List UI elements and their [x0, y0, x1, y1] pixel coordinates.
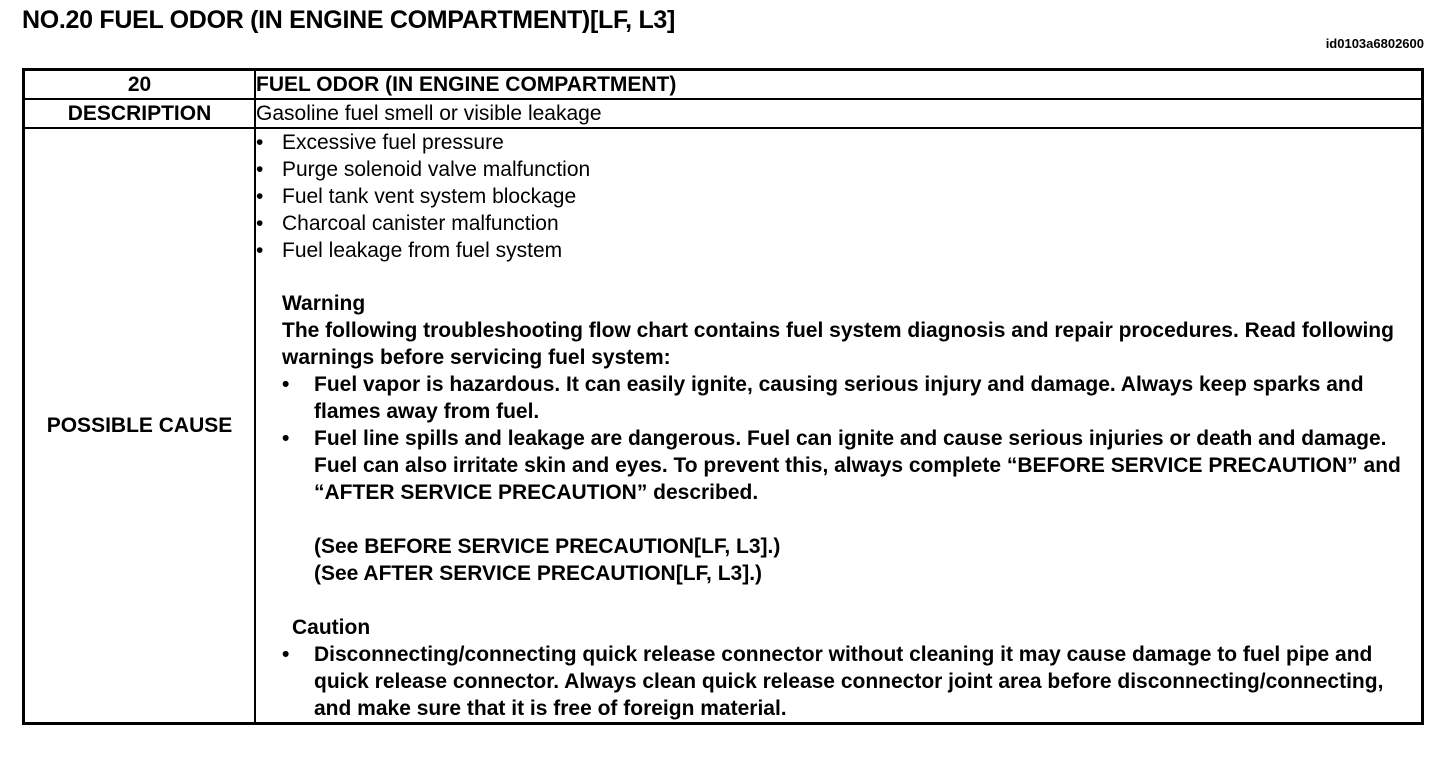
possible-cause-label: POSSIBLE CAUSE [24, 128, 256, 724]
cause-item: • Charcoal canister malfunction [256, 210, 1421, 237]
warning-item: • Fuel vapor is hazardous. It can easily ignite, causing serious injury and damage. Always keep sparks and flames away from fuel. [282, 371, 1421, 425]
possible-cause-content [255, 128, 1423, 724]
cause-item: • Excessive fuel pressure [256, 129, 1421, 156]
description-label: DESCRIPTION [24, 99, 256, 128]
description-row [24, 99, 1423, 128]
cause-item: • Purge solenoid valve malfunction [256, 156, 1421, 183]
cause-item: • Fuel tank vent system blockage [256, 183, 1421, 210]
header-number: 20 [24, 70, 256, 100]
warning-intro: The following troubleshooting flow chart contains fuel system diagnosis and repair procedures. Read following warnings before servicing fuel system: [282, 319, 1394, 369]
troubleshooting-table [22, 68, 1424, 725]
table-header-row [24, 70, 1423, 100]
reference-link-before-service[interactable]: (See BEFORE SERVICE PRECAUTION[LF, L3].) [314, 535, 781, 558]
document-id: id0103a6802600 [1325, 36, 1424, 51]
caution-item: • Disconnecting/connecting quick release connector without cleaning it may cause damage to fuel pipe and quick release connector. Always clean quick release connector joint area before disconnecting/connecting, and make sure that it is free of foreign material. [282, 641, 1421, 722]
reference-link-after-service[interactable]: (See AFTER SERVICE PRECAUTION[LF, L3].) [314, 562, 763, 585]
header-name: FUEL ODOR (IN ENGINE COMPARTMENT) [255, 70, 1423, 100]
warning-block [282, 290, 1421, 587]
possible-cause-row [24, 128, 1423, 724]
cause-item: • Fuel leakage from fuel system [256, 237, 1421, 264]
warning-list [282, 371, 1421, 506]
warning-title: Warning [282, 292, 366, 315]
cause-list [256, 129, 1421, 264]
caution-title: Caution [292, 616, 371, 639]
caution-block [282, 614, 1421, 722]
warning-item: • Fuel line spills and leakage are dangerous. Fuel can ignite and cause serious injuries or death and damage. Fuel can also irritate skin and eyes. To prevent this, always complete “BEFORE SERVICE PRECAUTION” and “AFTER SERVICE PRECAUTION” described. [282, 425, 1421, 506]
page-title: NO.20 FUEL ODOR (IN ENGINE COMPARTMENT)[LF, L3] [22, 6, 676, 34]
caution-list [282, 641, 1421, 722]
reference-block [282, 533, 1421, 587]
description-value: Gasoline fuel smell or visible leakage [255, 99, 1423, 128]
